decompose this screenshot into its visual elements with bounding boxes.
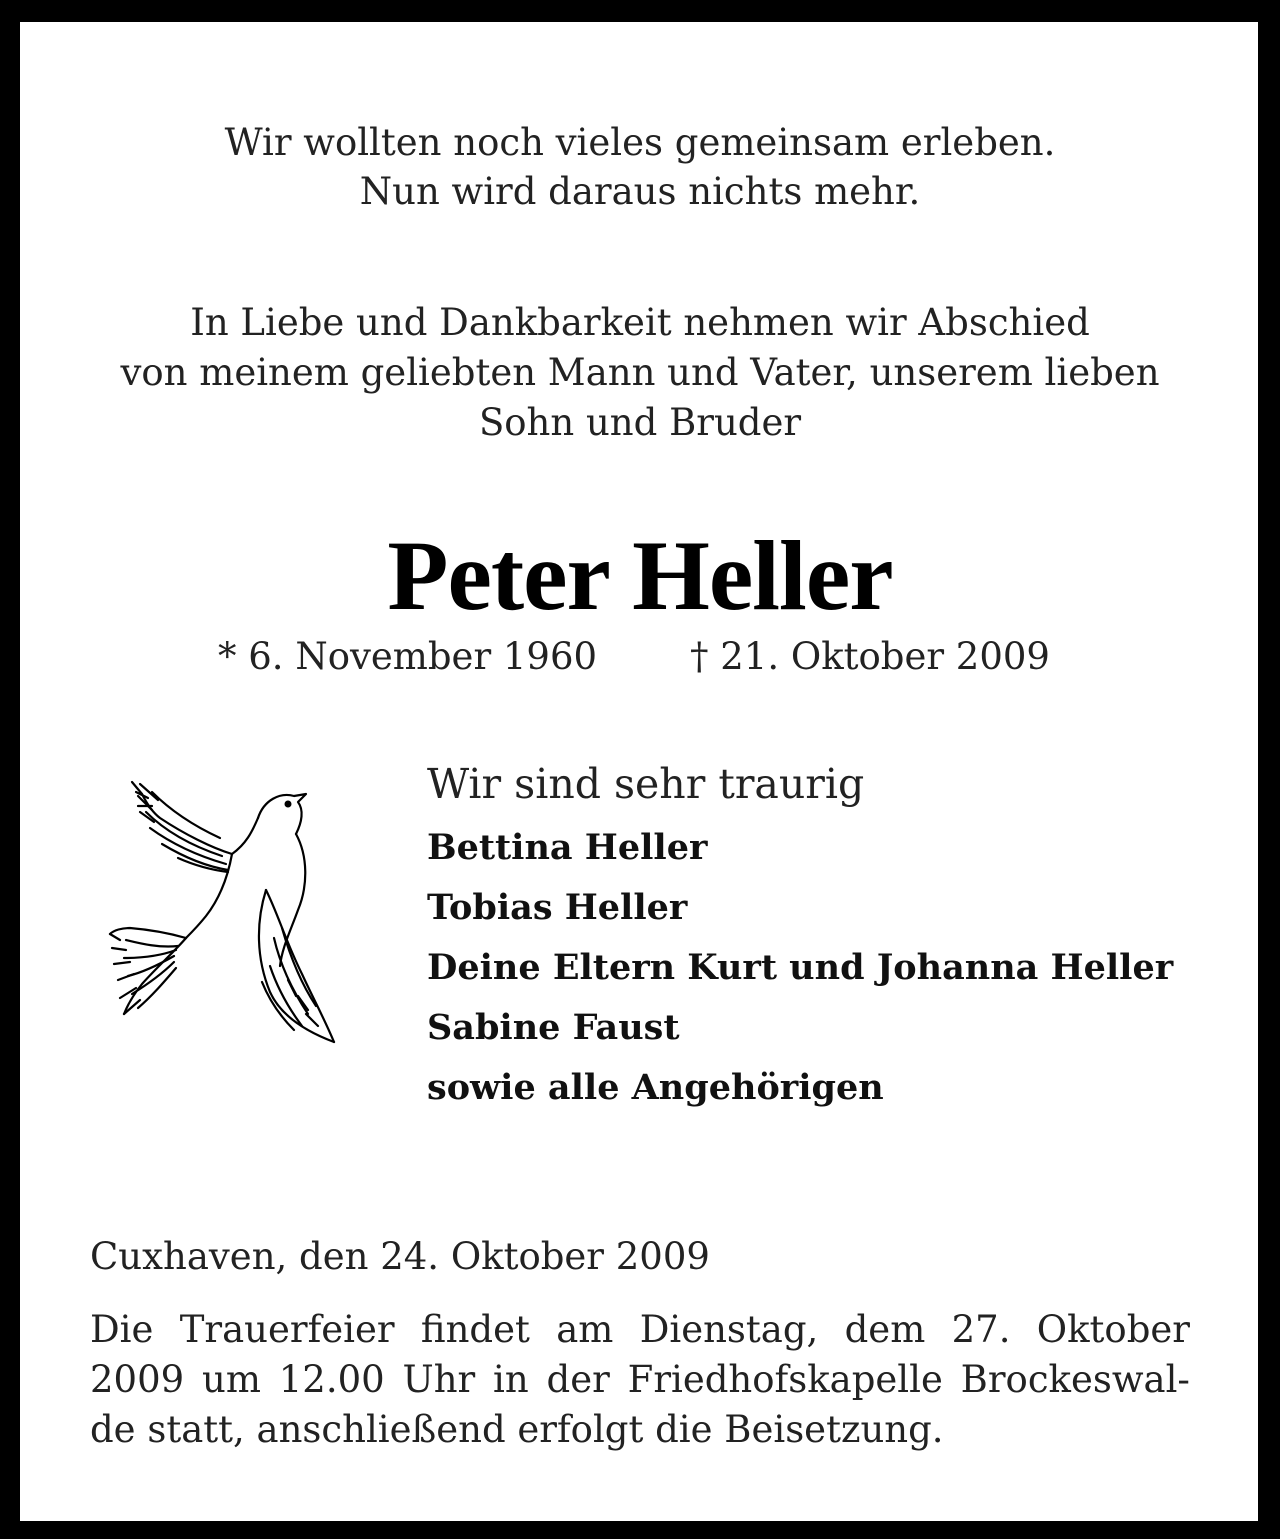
mourners-block bbox=[427, 756, 1227, 1118]
word: der bbox=[546, 1358, 610, 1401]
word: findet bbox=[420, 1308, 530, 1351]
word: Die bbox=[90, 1308, 154, 1351]
word: Oktober bbox=[1036, 1308, 1190, 1351]
word: Friedhofskapelle bbox=[627, 1358, 943, 1401]
farewell-line: Sohn und Bruder bbox=[478, 401, 802, 444]
opening-verse bbox=[20, 118, 1260, 216]
mourner-name: sowie alle Angehörigen bbox=[427, 1067, 884, 1108]
farewell-text bbox=[20, 298, 1260, 448]
word: Trauerfeier bbox=[179, 1308, 395, 1351]
funeral-details bbox=[90, 1305, 1190, 1455]
verse-line: Nun wird daraus nichts mehr. bbox=[359, 170, 921, 213]
place-and-date: Cuxhaven, den 24. Oktober 2009 bbox=[90, 1235, 710, 1278]
funeral-line-2 bbox=[90, 1355, 1190, 1405]
deceased-name: Peter Heller bbox=[387, 520, 893, 631]
word: am bbox=[556, 1308, 614, 1351]
birth-date: * 6. November 1960 bbox=[218, 635, 598, 678]
word: Brockeswal- bbox=[960, 1358, 1190, 1401]
mourner-name: Deine Eltern Kurt und Johanna Heller bbox=[427, 947, 1174, 988]
mourner-name: Tobias Heller bbox=[427, 887, 688, 928]
farewell-line: von meinem geliebten Mann und Vater, unserem lieben bbox=[120, 351, 1160, 394]
mourner-name: Sabine Faust bbox=[427, 1007, 680, 1048]
word: dem bbox=[844, 1308, 926, 1351]
word: Uhr bbox=[402, 1358, 476, 1401]
word: Dienstag, bbox=[639, 1308, 819, 1351]
verse-line: Wir wollten noch vieles gemeinsam erleben. bbox=[224, 121, 1056, 164]
death-date: † 21. Oktober 2009 bbox=[690, 635, 1050, 678]
mourners-heading: Wir sind sehr traurig bbox=[427, 760, 865, 808]
word: 27. bbox=[951, 1308, 1011, 1351]
life-dates bbox=[20, 632, 1260, 682]
word: in bbox=[493, 1358, 529, 1401]
word: um bbox=[202, 1358, 261, 1401]
funeral-line-3: de statt, anschließend erfolgt die Beisetzung. bbox=[90, 1408, 944, 1451]
funeral-line-1 bbox=[90, 1305, 1190, 1355]
word: 12.00 bbox=[278, 1358, 385, 1401]
word: 2009 bbox=[90, 1358, 185, 1401]
mourner-name: Bettina Heller bbox=[427, 827, 708, 868]
farewell-line: In Liebe und Dankbarkeit nehmen wir Abschied bbox=[190, 301, 1090, 344]
dove-icon bbox=[102, 752, 342, 1052]
